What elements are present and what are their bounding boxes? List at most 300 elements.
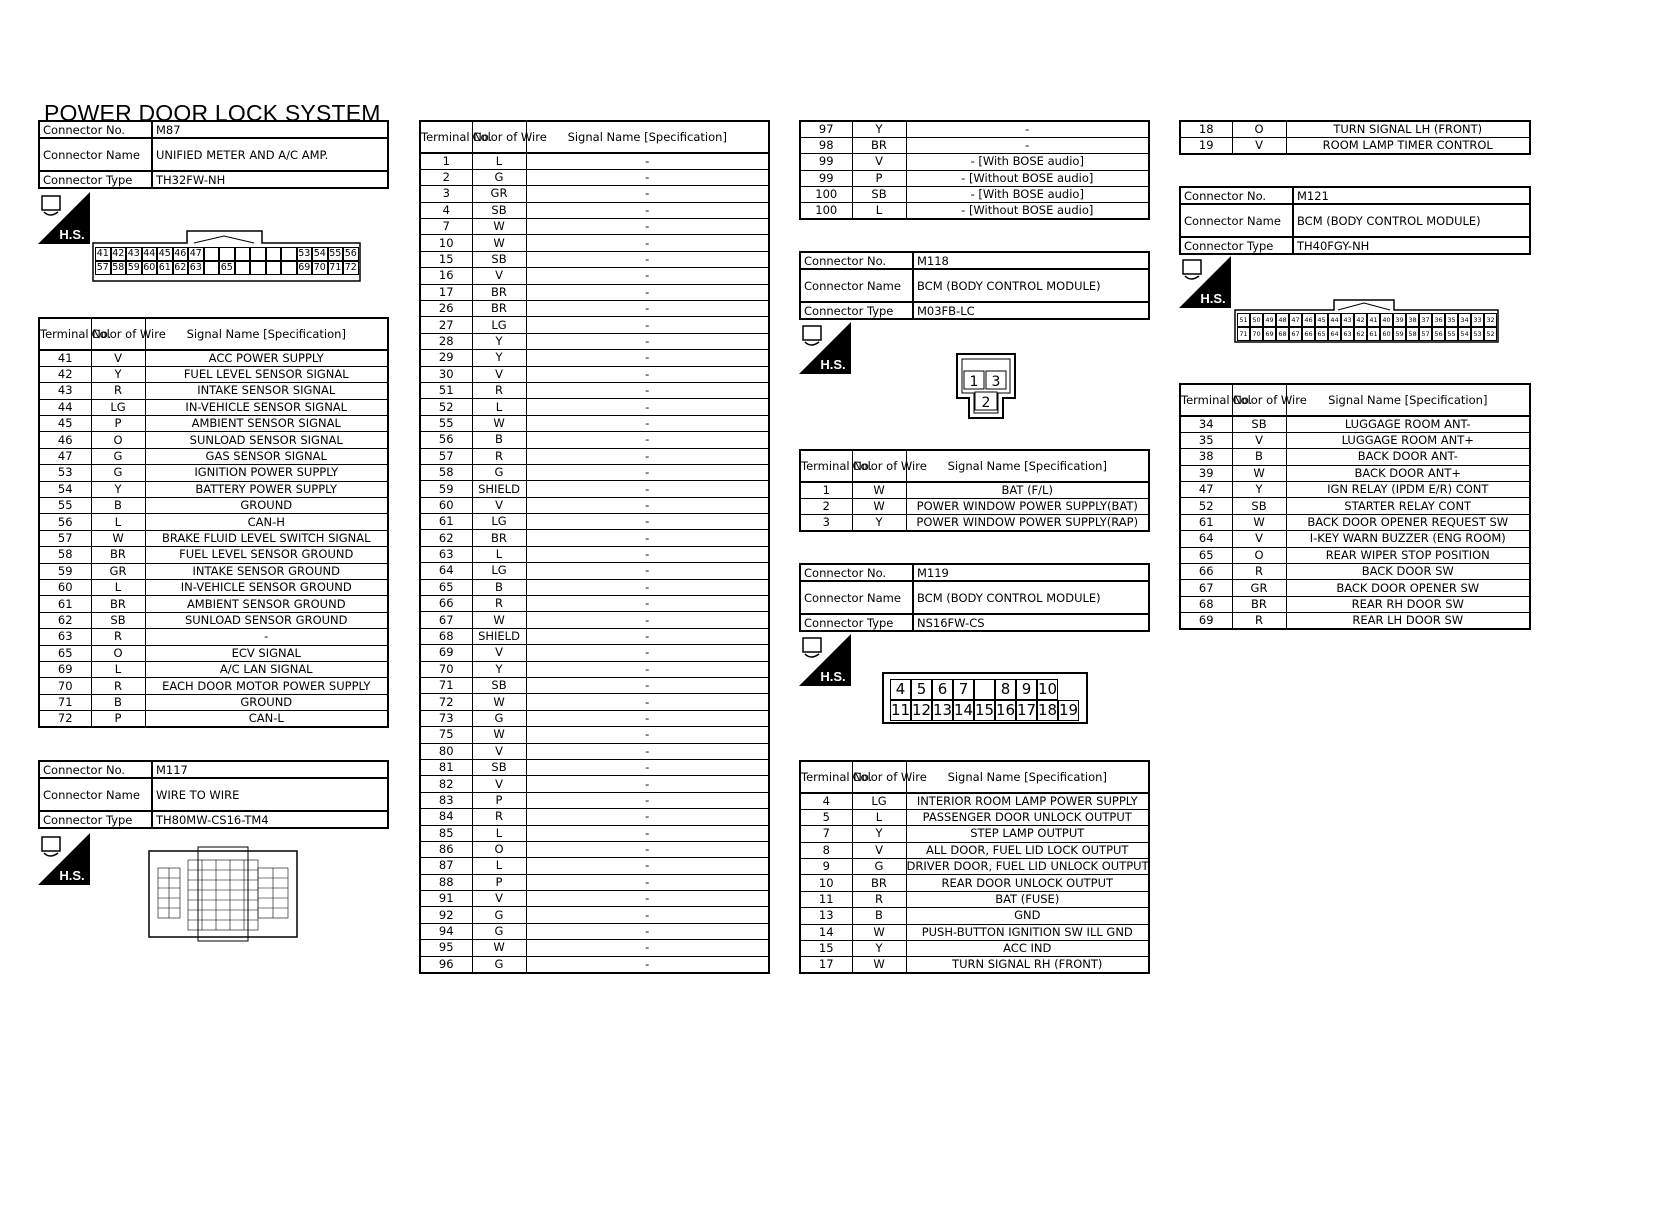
connector-pin: 60 [1380,327,1393,341]
signal-name: - [526,481,769,497]
connector-pin: 65 [220,262,233,273]
wire-color: GR [1232,580,1286,596]
signal-name: - [526,546,769,562]
terminal-row [39,448,388,464]
signal-name: - [526,710,769,726]
wire-color: O [91,645,145,661]
terminal-row [420,825,769,841]
signal-name: - [526,530,769,546]
connector-pin: 56 [1432,327,1445,341]
terminal-no: 97 [800,121,852,137]
terminal-no-header: Terminal No. [420,121,472,153]
terminal-row [420,350,769,366]
terminal-no: 60 [420,497,472,513]
m118-connector-no: M118 [913,252,1149,269]
signal-name: BAT (FUSE) [906,891,1149,907]
signal-name: - [526,186,769,202]
terminal-row [39,563,388,579]
m117-connector-info [38,760,389,829]
connector-pin: 66 [1302,327,1315,341]
wire-color: SHIELD [472,481,526,497]
terminal-row [420,317,769,333]
terminal-row [39,711,388,727]
color-of-wire-header: Color of Wire [91,318,145,350]
signal-name: - [526,333,769,349]
connector-pin: 17 [1017,701,1037,719]
connector-pin [266,247,282,261]
terminal-row [1180,449,1530,465]
connector-pin: 58 [1406,327,1419,341]
connector-pin: 59 [1393,327,1406,341]
terminal-no-header: Terminal No. [800,450,852,482]
terminal-no: 73 [420,710,472,726]
signal-name: - [906,137,1149,153]
signal-name: - [526,776,769,792]
terminal-no: 65 [420,579,472,595]
wire-color: R [472,809,526,825]
m117-connector-diagram [148,846,298,942]
connector-pin: 43 [1341,313,1354,327]
terminal-no: 83 [420,792,472,808]
connector-pin: 71 [329,262,342,273]
terminal-no: 99 [800,170,852,186]
connector-pin: 18 [1038,701,1058,719]
connector-pin: 41 [1367,313,1380,327]
signal-name: - [526,956,769,972]
signal-name: GROUND [145,694,388,710]
signal-name: - [526,366,769,382]
signal-name-header: Signal Name [Specification] [906,761,1149,793]
connector-pin: 41 [96,248,109,259]
connector-pin: 69 [298,262,311,273]
signal-name: - [526,399,769,415]
signal-name: - [526,628,769,644]
wire-color: R [1232,564,1286,580]
signal-name: REAR DOOR UNLOCK OUTPUT [906,875,1149,891]
signal-name: FUEL LEVEL SENSOR GROUND [145,547,388,563]
connector-pin: 40 [1380,313,1393,327]
terminal-row [800,859,1149,875]
wire-color: R [472,382,526,398]
wire-color: Y [472,661,526,677]
wire-color: R [472,448,526,464]
m118-connector-diagram [955,352,1017,420]
connector-pin: 70 [313,262,326,273]
signal-name: REAR WIPER STOP POSITION [1286,547,1530,563]
connector-pin: 42 [112,248,125,259]
terminal-row [1180,482,1530,498]
wire-color: L [472,858,526,874]
m117-connector-name: WIRE TO WIRE [152,778,388,811]
signal-name: - [526,792,769,808]
wire-color: LG [472,317,526,333]
terminal-no: 26 [420,301,472,317]
connector-pin: 56 [344,248,357,259]
wire-color: O [1232,121,1286,137]
terminal-row [39,399,388,415]
terminal-no: 57 [39,530,91,546]
terminal-row [420,235,769,251]
terminal-no: 91 [420,891,472,907]
terminal-no: 71 [39,694,91,710]
hs-label: H.S. [59,227,85,242]
terminal-row [420,596,769,612]
wire-color: SB [1232,416,1286,432]
signal-name: TURN SIGNAL RH (FRONT) [906,957,1149,973]
m121-connector-info [1179,186,1531,255]
m121-pin-grid [1237,313,1497,341]
wire-color: L [472,153,526,169]
terminal-row [1180,564,1530,580]
connector-no-label: Connector No. [1180,187,1293,204]
terminal-no: 29 [420,350,472,366]
pin-row [890,700,1079,721]
signal-name: - [526,382,769,398]
signal-name-header: Signal Name [Specification] [906,450,1149,482]
terminal-row [420,923,769,939]
connector-pin [266,261,282,275]
connector-type-label: Connector Type [39,811,152,828]
signal-name: - [With BOSE audio] [906,187,1149,203]
wire-color: Y [852,515,906,531]
terminal-no: 92 [420,907,472,923]
wire-color: V [472,645,526,661]
wire-color: G [852,859,906,875]
connector-pin: 38 [1406,313,1419,327]
terminal-no: 67 [420,612,472,628]
connector-pin: 61 [1367,327,1380,341]
terminal-row [1180,432,1530,448]
wire-color: BR [852,137,906,153]
connector-pin: 62 [1354,327,1367,341]
connector-pin: 65 [1315,327,1328,341]
signal-name: - [526,268,769,284]
signal-name: - [526,169,769,185]
terminal-row [39,629,388,645]
connector-pin: 34 [1458,313,1471,327]
terminal-row [420,415,769,431]
wire-color: P [91,416,145,432]
terminal-no: 75 [420,727,472,743]
m119-connector-no: M119 [913,564,1149,581]
wire-color: O [472,841,526,857]
wire-color: LG [852,793,906,809]
hs-label: H.S. [1200,291,1226,306]
signal-name: ALL DOOR, FUEL LID LOCK OUTPUT [906,842,1149,858]
terminal-row [800,121,1149,137]
wire-color: L [472,546,526,562]
terminal-no: 16 [420,268,472,284]
connector-pin: 44 [143,248,156,259]
m87-connector-type: TH32FW-NH [152,171,388,188]
connector-pin: 52 [1484,327,1497,341]
signal-name: BACK DOOR OPENER SW [1286,580,1530,596]
wire-color: SB [472,759,526,775]
wire-color: G [472,907,526,923]
wire-color: BR [472,301,526,317]
terminal-row [420,809,769,825]
signal-name: - [526,923,769,939]
terminal-row [420,481,769,497]
connector-no-label: Connector No. [800,252,913,269]
signal-name: TURN SIGNAL LH (FRONT) [1286,121,1530,137]
wire-color: SB [472,678,526,694]
terminal-row [39,432,388,448]
terminal-row [420,301,769,317]
connector-type-label: Connector Type [800,302,913,319]
signal-name: - [526,219,769,235]
signal-name: LUGGAGE ROOM ANT- [1286,416,1530,432]
connector-pin [219,247,235,261]
terminal-no: 85 [420,825,472,841]
wire-color: Y [852,941,906,957]
connector-pin: 67 [1289,327,1302,341]
wire-color: SHIELD [472,628,526,644]
signal-name: - [526,727,769,743]
terminal-row [420,382,769,398]
terminal-no: 52 [1180,498,1232,514]
terminal-no: 55 [420,415,472,431]
signal-name: BACK DOOR SW [1286,564,1530,580]
terminal-no-header: Terminal No. [1180,384,1232,416]
terminal-no: 82 [420,776,472,792]
wire-color: G [472,710,526,726]
connector-pin: 19 [1059,701,1079,719]
terminal-row [800,793,1149,809]
connector-pin: 49 [1263,313,1276,327]
terminal-row [420,563,769,579]
terminal-no: 41 [39,350,91,366]
terminal-row [800,924,1149,940]
wire-color: Y [472,333,526,349]
wire-color: G [472,923,526,939]
terminal-row [800,498,1149,514]
connector-pin: 12 [912,701,932,719]
signal-name: CAN-H [145,514,388,530]
terminal-no: 3 [800,515,852,531]
signal-name: EACH DOOR MOTOR POWER SUPPLY [145,678,388,694]
m119-connector-name: BCM (BODY CONTROL MODULE) [913,581,1149,614]
wire-color: V [472,268,526,284]
terminal-row [39,383,388,399]
terminal-no: 67 [1180,580,1232,596]
signal-name: STARTER RELAY CONT [1286,498,1530,514]
m117-connector-no: M117 [152,761,388,778]
connector-pin: 43 [127,248,140,259]
terminal-row [420,464,769,480]
signal-name: - [526,448,769,464]
wire-color: LG [472,563,526,579]
terminal-no: 39 [1180,465,1232,481]
signal-name: - [526,202,769,218]
connector-pin: 59 [127,262,140,273]
terminal-no: 51 [420,382,472,398]
connector-pin: 16 [996,701,1016,719]
terminal-row [420,645,769,661]
connector-pin: 10 [1038,680,1058,698]
wire-color: G [91,465,145,481]
m119-connector-type: NS16FW-CS [913,614,1149,631]
wire-color: W [852,498,906,514]
terminal-no: 2 [800,498,852,514]
wire-color: W [852,924,906,940]
terminal-no: 71 [420,678,472,694]
wire-color: P [472,874,526,890]
m117-terminal-table-continued [799,120,1150,220]
terminal-no: 96 [420,956,472,972]
connector-pin: 70 [1250,327,1263,341]
wire-color: L [91,579,145,595]
connector-pin: 42 [1354,313,1367,327]
terminal-row [39,481,388,497]
terminal-no: 99 [800,154,852,170]
connector-pin: 71 [1237,327,1250,341]
m121-connector-no: M121 [1293,187,1530,204]
connector-pin [235,247,251,261]
m118-terminal-table [799,449,1150,532]
terminal-no: 9 [800,859,852,875]
connector-pin: 4 [890,679,911,700]
signal-name: - [526,891,769,907]
terminal-no: 66 [1180,564,1232,580]
wire-color: W [472,727,526,743]
terminal-row [800,809,1149,825]
signal-name: - [526,301,769,317]
signal-name: PASSENGER DOOR UNLOCK OUTPUT [906,809,1149,825]
terminal-row [420,432,769,448]
terminal-no: 17 [420,284,472,300]
pin-row [1237,313,1497,327]
terminal-no: 63 [39,629,91,645]
signal-name: - [906,121,1149,137]
wire-color: W [1232,514,1286,530]
connector-pin: 11 [891,701,911,719]
connector-pin: 45 [1315,313,1328,327]
terminal-row [420,202,769,218]
terminal-row [800,891,1149,907]
connector-pin: 37 [1419,313,1432,327]
connector-pin: 69 [1263,327,1276,341]
terminal-row [1180,580,1530,596]
signal-name: REAR RH DOOR SW [1286,596,1530,612]
connector-pin: 5 [911,679,932,700]
terminal-no: 69 [1180,613,1232,629]
wire-color: Y [852,826,906,842]
terminal-row [420,858,769,874]
wire-color: V [852,842,906,858]
m87-connector-name: UNIFIED METER AND A/C AMP. [152,138,388,171]
terminal-no: 63 [420,546,472,562]
terminal-no: 47 [1180,482,1232,498]
wire-color: G [472,464,526,480]
hs-label: H.S. [820,669,846,684]
terminal-no: 1 [420,153,472,169]
terminal-no: 61 [420,514,472,530]
signal-name-header: Signal Name [Specification] [145,318,388,350]
connector-name-label: Connector Name [1180,204,1293,237]
terminal-no: 62 [420,530,472,546]
connector-type-label: Connector Type [800,614,913,631]
terminal-no: 34 [1180,416,1232,432]
signal-name: AMBIENT SENSOR SIGNAL [145,416,388,432]
terminal-row [420,678,769,694]
signal-name: - [526,251,769,267]
terminal-row [800,515,1149,531]
wire-color: L [91,514,145,530]
terminal-no: 72 [420,694,472,710]
connector-pin [250,247,266,261]
terminal-row [420,399,769,415]
connector-pin: 58 [112,262,125,273]
terminal-no: 54 [39,481,91,497]
connector-pin: 57 [1419,327,1432,341]
connector-pin [204,261,220,275]
m117-terminal-table-continued-wrap [799,120,1150,220]
signal-name: - [526,841,769,857]
connector-pin [974,679,995,700]
signal-name: SUNLOAD SENSOR GROUND [145,612,388,628]
terminal-no: 86 [420,841,472,857]
terminal-no: 11 [800,891,852,907]
terminal-no: 70 [39,678,91,694]
connector-no-label: Connector No. [39,761,152,778]
signal-name: I-KEY WARN BUZZER (ENG ROOM) [1286,531,1530,547]
wire-color: P [91,711,145,727]
connector-pin: 33 [1471,313,1484,327]
terminal-row [420,940,769,956]
terminal-row [800,203,1149,219]
signal-name: INTAKE SENSOR GROUND [145,563,388,579]
terminal-row [39,645,388,661]
hs-label: H.S. [820,357,846,372]
terminal-no: 98 [800,137,852,153]
terminal-no: 64 [1180,531,1232,547]
signal-name: IGN RELAY (IPDM E/R) CONT [1286,482,1530,498]
terminal-no: 17 [800,957,852,973]
connector-pin: 62 [174,262,187,273]
wire-color: SB [1232,498,1286,514]
pin-row [95,261,359,275]
m119-connector-info [799,563,1150,632]
terminal-row [420,448,769,464]
color-of-wire-header: Color of Wire [1232,384,1286,416]
signal-name: POWER WINDOW POWER SUPPLY(RAP) [906,515,1149,531]
wire-color: V [472,497,526,513]
terminal-no: 61 [39,596,91,612]
signal-name: - [145,629,388,645]
connector-pin: 48 [1276,313,1289,327]
terminal-row [1180,547,1530,563]
terminal-row [39,366,388,382]
m119-terminal-table-continued [1179,120,1531,155]
terminal-row [800,842,1149,858]
connector-type-label: Connector Type [39,171,152,188]
terminal-no: 43 [39,383,91,399]
terminal-row [39,350,388,366]
signal-name: DRIVER DOOR, FUEL LID UNLOCK OUTPUT [906,859,1149,874]
terminal-no: 8 [800,842,852,858]
signal-name: ACC POWER SUPPLY [145,350,388,366]
terminal-row [420,333,769,349]
signal-name: AMBIENT SENSOR GROUND [145,596,388,612]
wire-color: B [472,579,526,595]
terminal-row [800,187,1149,203]
terminal-row [420,366,769,382]
signal-name: BRAKE FLUID LEVEL SWITCH SIGNAL [145,530,388,546]
connector-pin: 57 [96,262,109,273]
terminal-row [39,514,388,530]
terminal-row [1180,596,1530,612]
